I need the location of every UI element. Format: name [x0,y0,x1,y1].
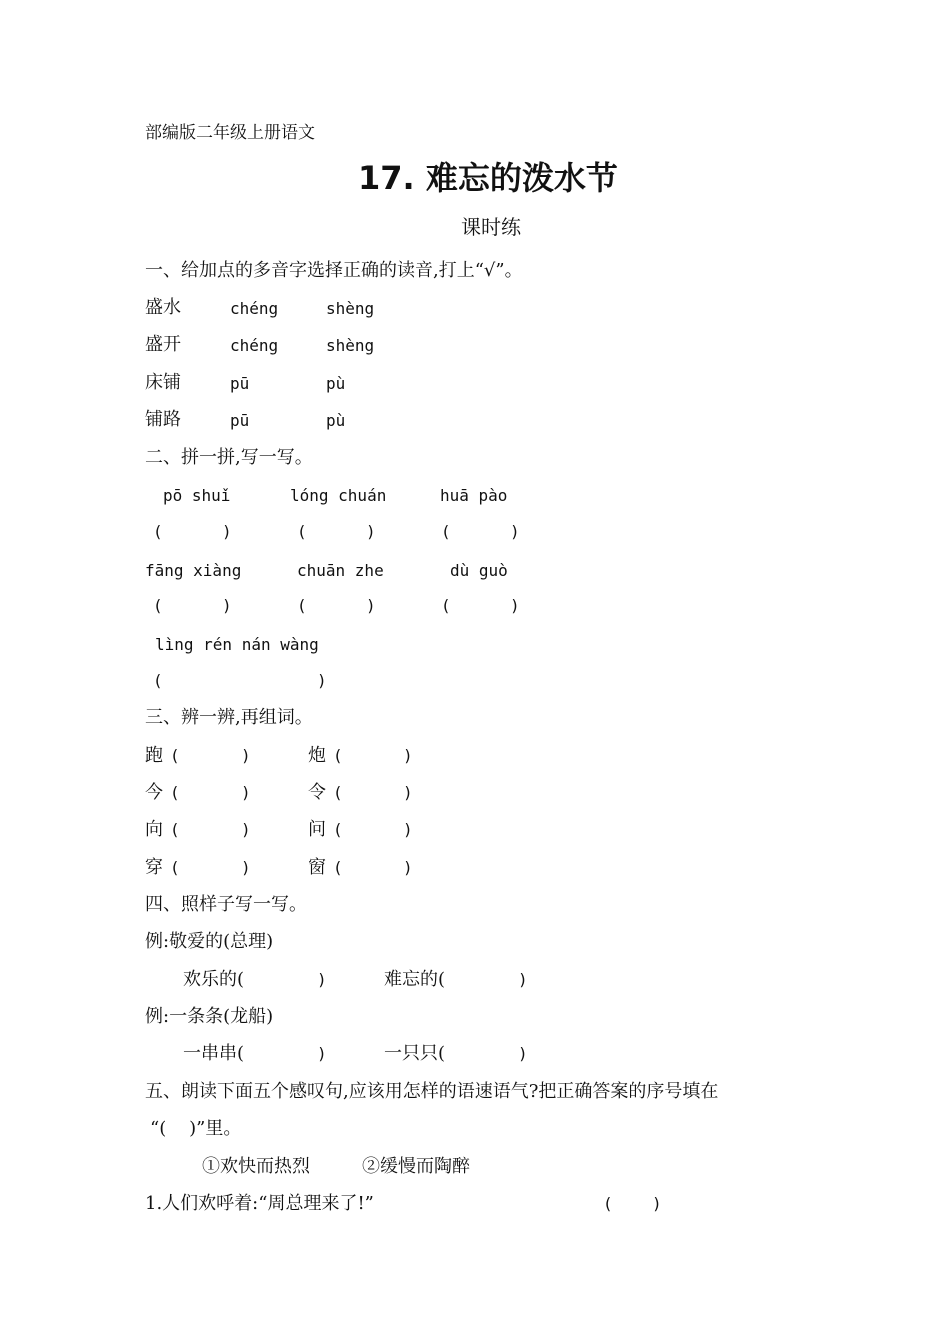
paren-close: ) [222,522,232,541]
q1-option-a[interactable]: pū [230,374,250,393]
paren-open: ( [297,522,307,541]
paren-open: ( [603,1194,613,1213]
paren-close: ) [317,671,327,690]
paren-close: ) [366,596,376,615]
q1-option-a[interactable]: chéng [230,299,279,318]
q3-char: 跑 [145,745,163,766]
q4-example: 例:敬爱的(总理) [145,931,274,952]
q5-option: ②缓慢而陶醉 [362,1156,470,1177]
q1-word: 床铺 [145,372,181,393]
paren-close: ) [403,746,413,765]
q1-option-b[interactable]: shèng [326,299,375,318]
q2-pinyin: dù guò [450,561,508,580]
q1-word: 盛开 [145,334,181,355]
q2-pinyin: chuān zhe [297,561,384,580]
paren-open: ( [333,820,343,839]
q1-heading: 一、给加点的多音字选择正确的读音,打上“√”。 [145,260,523,281]
paren-open: ( [170,783,180,802]
page-title: 17. 难忘的泼水节 [358,159,618,197]
paren-close: ) [241,858,251,877]
paren-open: ( [333,783,343,802]
paren-close: ) [652,1194,662,1213]
q1-word: 铺路 [145,409,181,430]
q4-prompt: 难忘的( [384,969,446,990]
paren-close: ) [241,820,251,839]
paren-open: ( [170,820,180,839]
paren-open: ( [170,858,180,877]
paren-open: ( [153,671,163,690]
q2-pinyin: pō shuǐ [163,486,231,505]
book-label: 部编版二年级上册语文 [145,123,315,143]
paren-close: ) [222,596,232,615]
q2-heading: 二、拼一拼,写一写。 [145,447,313,468]
q3-char: 问 [308,819,326,840]
q5-heading-cont: “( )”里。 [150,1118,242,1139]
q4-prompt: 一串串( [183,1043,245,1064]
paren-open: ( [153,596,163,615]
paren-close: ) [510,596,520,615]
paren-close: ) [317,970,327,989]
paren-close: ) [317,1044,327,1063]
paren-open: ( [170,746,180,765]
q2-pinyin: fāng xiàng [145,561,242,580]
q2-pinyin: lìng rén nán wàng [155,635,319,654]
paren-close: ) [403,820,413,839]
paren-close: ) [403,858,413,877]
paren-close: ) [241,746,251,765]
q5-option: ①欢快而热烈 [202,1156,310,1177]
q3-char: 穿 [145,857,163,878]
q2-pinyin: huā pào [440,486,508,505]
paren-close: ) [510,522,520,541]
q1-option-a[interactable]: chéng [230,336,279,355]
paren-open: ( [153,522,163,541]
q1-option-b[interactable]: shèng [326,336,375,355]
q4-prompt: 欢乐的( [183,969,245,990]
q4-example: 例:一条条(龙船) [145,1006,274,1027]
paren-open: ( [441,522,451,541]
q3-heading: 三、辨一辨,再组词。 [145,707,313,728]
paren-open: ( [333,746,343,765]
paren-open: ( [297,596,307,615]
q3-char: 窗 [308,857,326,878]
q2-pinyin: lóng chuán [290,486,387,505]
q4-heading: 四、照样子写一写。 [145,894,307,915]
q3-char: 向 [145,819,163,840]
paren-close: ) [241,783,251,802]
q5-item: 1.人们欢呼着:“周总理来了!” [145,1193,374,1214]
q3-char: 炮 [308,745,326,766]
paren-open: ( [333,858,343,877]
paren-close: ) [518,1044,528,1063]
page-subtitle: 课时练 [461,215,521,239]
paren-close: ) [366,522,376,541]
paren-close: ) [403,783,413,802]
q5-heading: 五、朗读下面五个感叹句,应该用怎样的语速语气?把正确答案的序号填在 [145,1081,719,1102]
q4-prompt: 一只只( [384,1043,446,1064]
q1-option-b[interactable]: pù [326,411,346,430]
q1-word: 盛水 [145,297,181,318]
q1-option-b[interactable]: pù [326,374,346,393]
q1-option-a[interactable]: pū [230,411,250,430]
q3-char: 今 [145,782,163,803]
paren-close: ) [518,970,528,989]
paren-open: ( [441,596,451,615]
q3-char: 令 [308,782,326,803]
